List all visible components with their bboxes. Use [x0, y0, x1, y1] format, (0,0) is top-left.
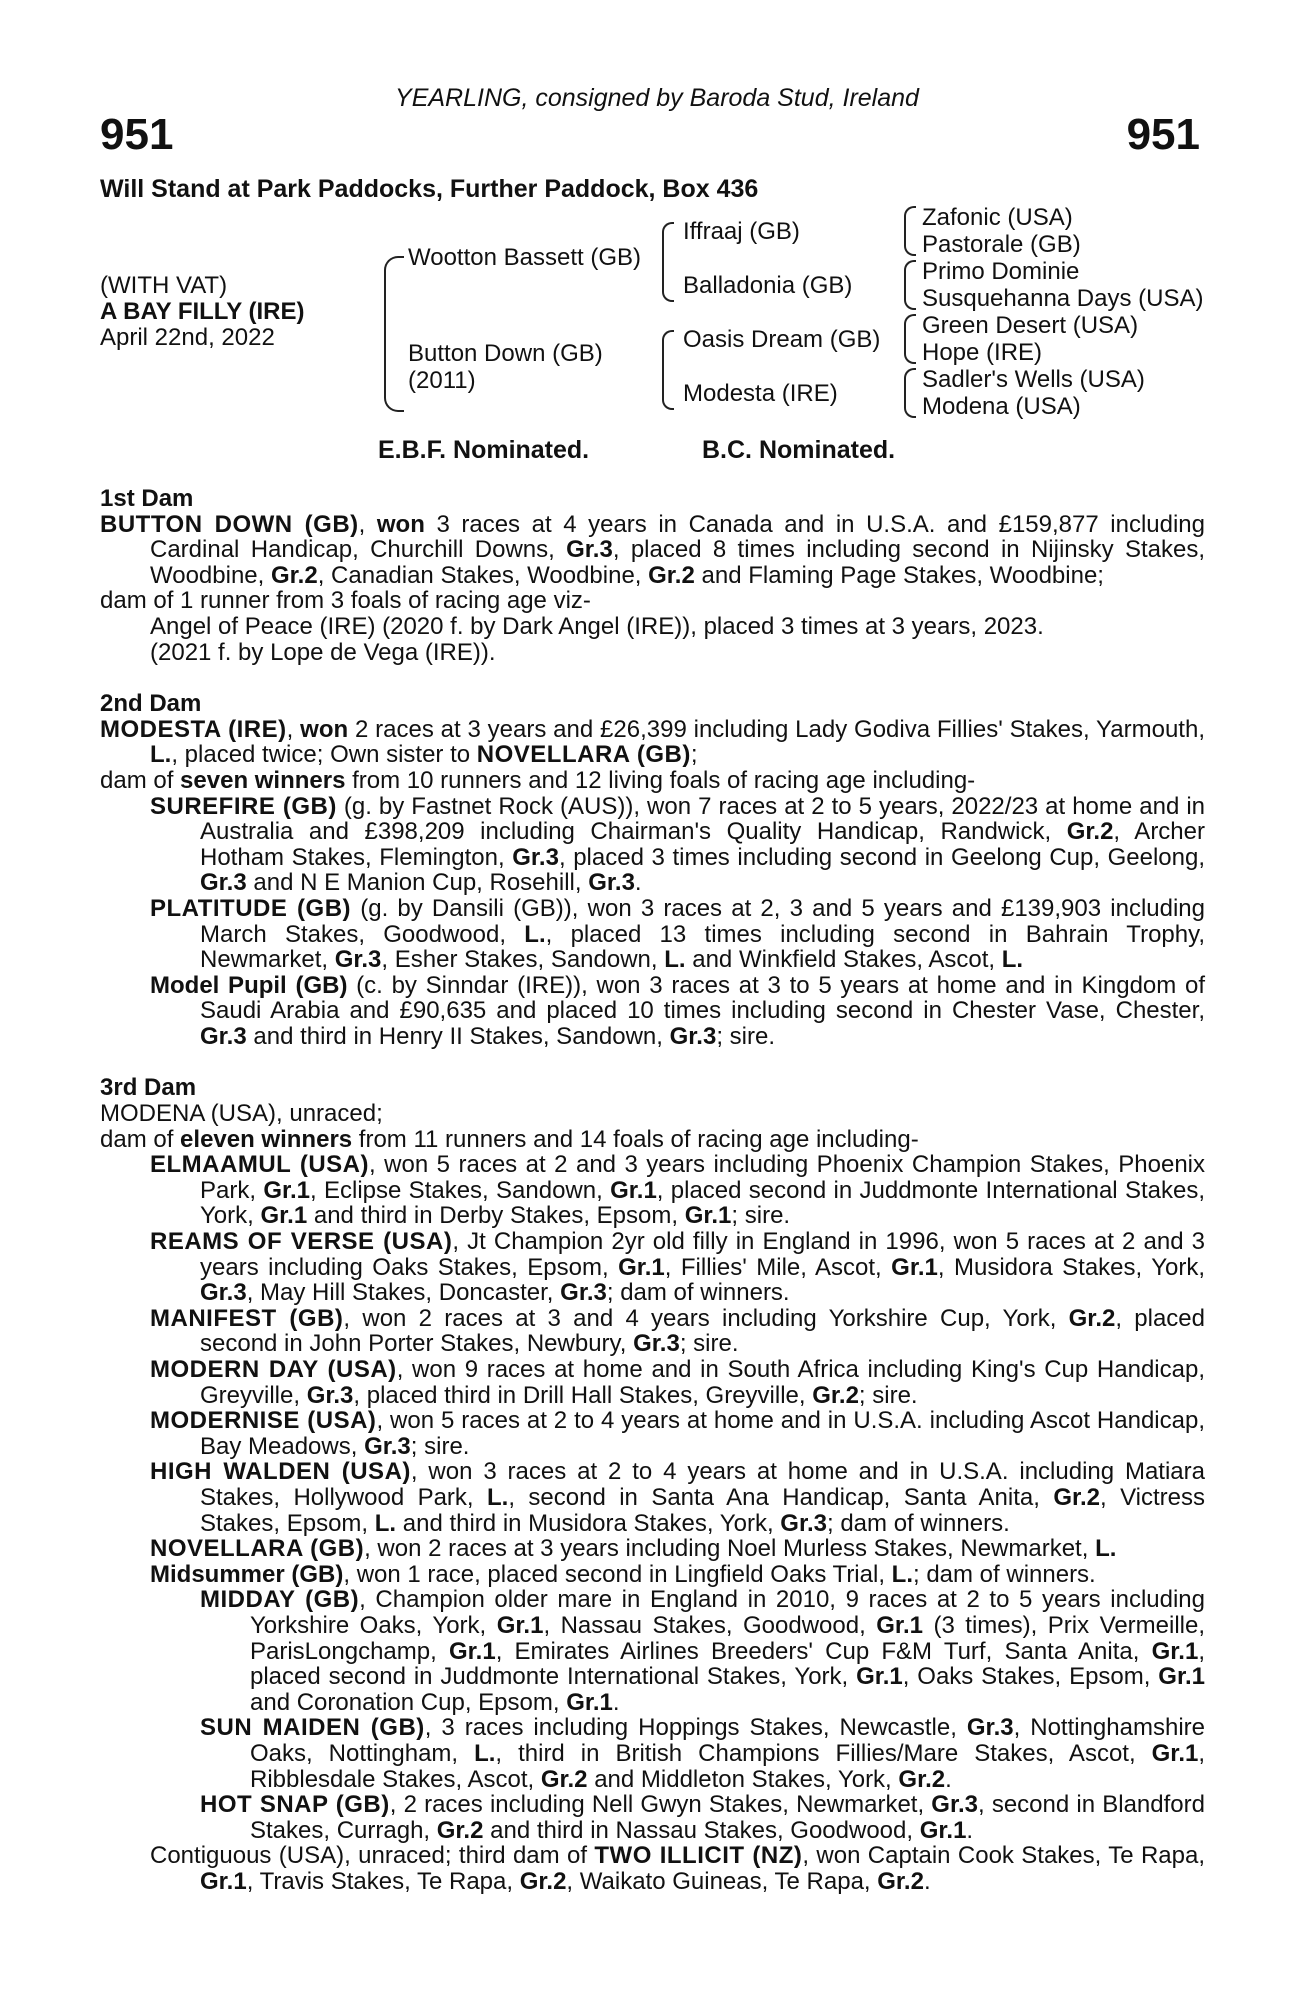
produce-reams-of-verse: REAMS OF VERSE (USA), Jt Champion 2yr old filly in England in 1996, won 5 races at 2 and 3 years including Oaks Stakes, Epsom, Gr.1, Fillies' Mile, Ascot, Gr.1, Musidora Stakes, York, Gr.3, May Hill Stakes, Doncaster, Gr.3; dam of winners.: [150, 1228, 1206, 1307]
pedigree-dam-sire: Oasis Dream (GB): [683, 326, 881, 353]
produce-angel-of-peace: Angel of Peace (IRE) (2020 f. by Dark Angel (IRE)), placed 3 times at 3 years, 2023.: [150, 612, 1044, 640]
third-dam-produce-note: dam of eleven winners from 11 runners and 14 foals of racing age including-: [100, 1125, 919, 1153]
produce-high-walden: HIGH WALDEN (USA), won 3 races at 2 to 4 years at home and in U.S.A. including Matiara Stakes, Hollywood Park, L., second in Santa Ana Handicap, Santa Anita, Gr.2, Victress Stakes, Epsom, L. and third in Musidora Stakes, York, Gr.3; dam of winners.: [150, 1458, 1206, 1537]
pedigree-g6: Hope (IRE): [922, 339, 1043, 366]
first-dam-title: 1st Dam: [100, 485, 194, 512]
produce-platitude: PLATITUDE (GB) (g. by Dansili (GB)), won 3 races at 2, 3 and 5 years and £139,903 including March Stakes, Goodwood, L., placed 13 times including second in Bahrain Trophy, Newmarket, Gr.3, Esher Stakes, Sandown, L. and Winkfield Stakes, Ascot, L.: [150, 894, 1205, 974]
third-dam-title: 3rd Dam: [100, 1074, 197, 1102]
pedigree-g8: Modena (USA): [922, 393, 1081, 420]
produce-manifest: MANIFEST (GB), won 2 races at 3 and 4 years including Yorkshire Cup, York, Gr.2, placed second in John Porter Stakes, Newbury, Gr.3; sire.: [150, 1304, 1206, 1358]
horse-name: A BAY FILLY (IRE): [100, 298, 305, 325]
pedigree-g7: Sadler's Wells (USA): [922, 366, 1145, 393]
pedigree-g1: Zafonic (USA): [922, 204, 1073, 231]
bc-nomination: B.C. Nominated.: [702, 436, 896, 464]
pedigree-brace-g12: [904, 206, 916, 256]
pedigree-g4: Susquehanna Days (USA): [922, 285, 1204, 312]
produce-sun-maiden: SUN MAIDEN (GB), 3 races including Hoppings Stakes, Newcastle, Gr.3, Nottinghamshire Oaks, Nottingham, L., third in British Champions Fillies/Mare Stakes, Ascot, Gr.1, Ribblesdale Stakes, Ascot, Gr.2 and Middleton Stakes, York, Gr.2.: [200, 1714, 1206, 1793]
pedigree-sire: Wootton Bassett (GB): [408, 244, 641, 271]
vat-note: (WITH VAT): [100, 272, 228, 299]
produce-2021-filly: (2021 f. by Lope de Vega (IRE)).: [150, 638, 496, 666]
pedigree-g3: Primo Dominie: [922, 258, 1080, 285]
lot-number-left: 951: [100, 110, 174, 159]
produce-hot-snap: HOT SNAP (GB), 2 races including Nell Gwyn Stakes, Newmarket, Gr.3, second in Blandford Stakes, Curragh, Gr.2 and third in Nassau Stakes, Goodwood, Gr.1.: [200, 1791, 1205, 1844]
first-dam-entry: BUTTON DOWN (GB), won 3 races at 4 years in Canada and in U.S.A. and £159,877 including Cardinal Handicap, Churchill Downs, Gr.3, placed 8 times including second in Nijinsky Stakes, Woodbine, Gr.2, Canadian Stakes, Woodbine, Gr.2 and Flaming Page Stakes, Woodbine;: [100, 510, 1205, 589]
pedigree-dam: Button Down (GB): [408, 340, 603, 367]
produce-elmaamul: ELMAAMUL (USA), won 5 races at 2 and 3 years including Phoenix Champion Stakes, Phoenix Park, Gr.1, Eclipse Stakes, Sandown, Gr.1, placed second in Juddmonte International Stakes, York, Gr.1 and third in Derby Stakes, Epsom, Gr.1; sire.: [150, 1151, 1206, 1230]
pedigree-brace-main: [384, 256, 404, 412]
second-dam-title: 2nd Dam: [100, 690, 202, 718]
pedigree-brace-g56: [904, 314, 916, 364]
pedigree-g5: Green Desert (USA): [922, 312, 1139, 339]
pedigree-sire-dam: Balladonia (GB): [683, 272, 853, 299]
second-dam-produce-note: dam of seven winners from 10 runners and 12 living foals of racing age including-: [100, 766, 976, 794]
produce-model-pupil: Model Pupil (GB) (c. by Sinndar (IRE)), won 3 races at 3 to 5 years at home and in Kingdom of Saudi Arabia and £90,635 and placed 10 times including second in Chester Vase, Chester, Gr.3 and third in Henry II Stakes, Sandown, Gr.3; sire.: [150, 971, 1206, 1050]
pedigree-brace-dam: [662, 330, 674, 410]
pedigree-g2: Pastorale (GB): [922, 231, 1081, 258]
produce-surefire: SUREFIRE (GB) (g. by Fastnet Rock (AUS)), won 7 races at 2 to 5 years, 2022/23 at home and in Australia and £398,209 including Chairman's Quality Handicap, Randwick, Gr.2, Archer Hotham Stakes, Flemington, Gr.3, placed 3 times including second in Geelong Cup, Geelong, Gr.3 and N E Manion Cup, Rosehill, Gr.3.: [150, 792, 1206, 897]
third-dam-entry: MODENA (USA), unraced;: [100, 1100, 383, 1128]
produce-contiguous: Contiguous (USA), unraced; third dam of TWO ILLICIT (NZ), won Captain Cook Stakes, Te Rapa, Gr.1, Travis Stakes, Te Rapa, Gr.2, Waikato Guineas, Te Rapa, Gr.2.: [150, 1842, 1206, 1895]
pedigree-brace-g78: [904, 368, 916, 418]
lot-number-right: 951: [1126, 110, 1200, 159]
consignment-line: YEARLING, consigned by Baroda Stud, Ireland: [395, 84, 919, 112]
produce-modernise: MODERNISE (USA), won 5 races at 2 to 4 years at home and in U.S.A. including Ascot Handicap, Bay Meadows, Gr.3; sire.: [150, 1407, 1206, 1460]
second-dam-entry: MODESTA (IRE), won 2 races at 3 years and £26,399 including Lady Godiva Fillies' Stakes, Yarmouth, L., placed twice; Own sister to NOVELLARA (GB);: [100, 715, 1205, 769]
pedigree-brace-sire: [662, 222, 674, 302]
pedigree-dam-year: (2011): [408, 367, 476, 394]
foaling-date: April 22nd, 2022: [100, 324, 275, 351]
pedigree-sire-sire: Iffraaj (GB): [683, 218, 800, 245]
produce-novellara: NOVELLARA (GB), won 2 races at 3 years including Noel Murless Stakes, Newmarket, L.: [150, 1535, 1117, 1563]
pedigree-brace-g34: [904, 260, 916, 310]
ebf-nomination: E.B.F. Nominated.: [378, 436, 590, 464]
stand-location: Will Stand at Park Paddocks, Further Paddock, Box 436: [100, 175, 759, 203]
first-dam-produce-note: dam of 1 runner from 3 foals of racing age viz-: [100, 587, 591, 615]
produce-midsummer: Midsummer (GB), won 1 race, placed second in Lingfield Oaks Trial, L.; dam of winners.: [150, 1560, 1096, 1588]
produce-midday: MIDDAY (GB), Champion older mare in England in 2010, 9 races at 2 to 5 years including Yorkshire Oaks, York, Gr.1, Nassau Stakes, Goodwood, Gr.1 (3 times), Prix Vermeille, ParisLongchamp, Gr.1, Emirates Airlines Breeders' Cup F&M Turf, Santa Anita, Gr.1, placed second in Juddmonte International Stakes, York, Gr.1, Oaks Stakes, Epsom, Gr.1 and Coronation Cup, Epsom, Gr.1.: [200, 1586, 1206, 1716]
pedigree-dam-dam: Modesta (IRE): [683, 380, 838, 407]
produce-modern-day: MODERN DAY (USA), won 9 races at home and in South Africa including King's Cup Handicap, Greyville, Gr.3, placed third in Drill Hall Stakes, Greyville, Gr.2; sire.: [150, 1356, 1205, 1409]
dam-record: [100, 486, 1205, 1894]
